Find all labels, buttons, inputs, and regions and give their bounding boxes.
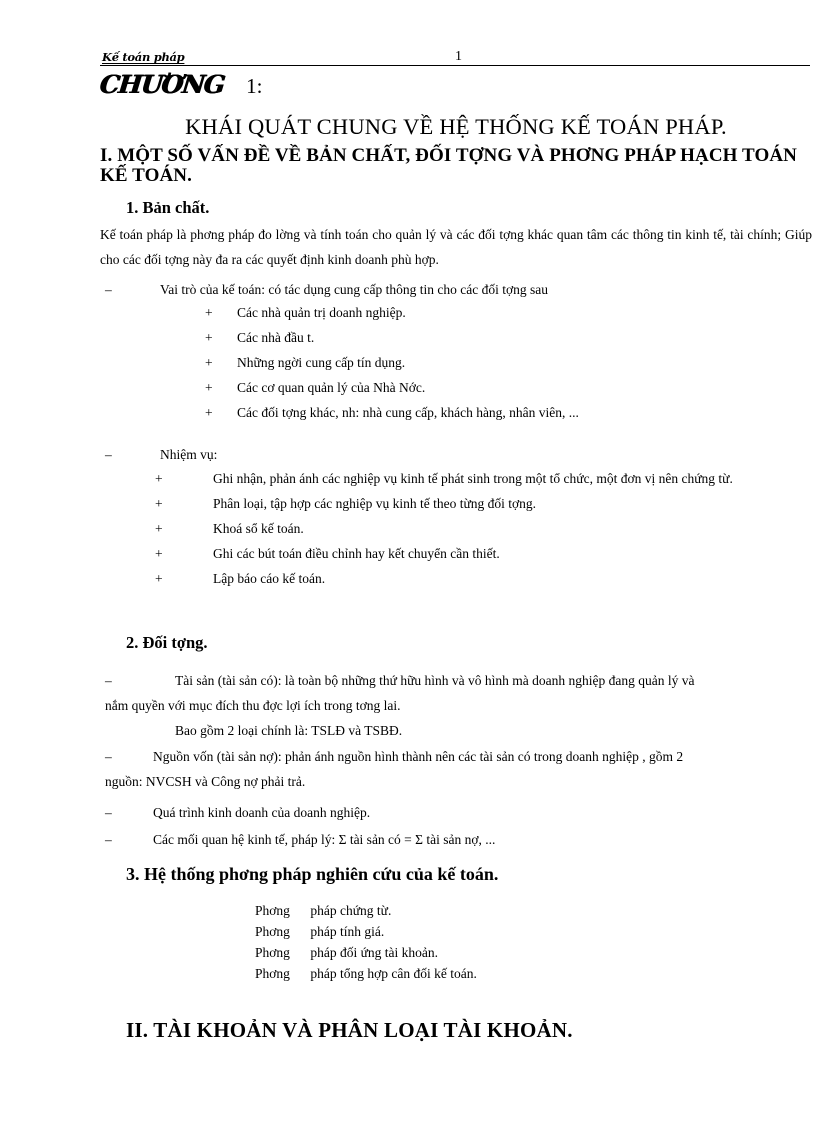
list-item: [255, 942, 477, 963]
dash-marker: –: [105, 673, 112, 688]
list-item: [255, 963, 477, 984]
list-item: [205, 325, 815, 350]
method-key: Phơng: [255, 924, 290, 939]
dash-marker: –: [105, 749, 112, 764]
dash-item-line-2: nguồn: NVCSH và Công nợ phải trả.: [105, 774, 306, 789]
paragraph-ban-chat: Kế toán pháp là phơng pháp đo lờng và tính toán cho quản lý và các đối tợng khác quan tâm các thông tin kinh tế, tài chính; Giúp cho các đối tợng này đa ra các quyết định kinh doanh phù hợp.: [100, 227, 812, 267]
list-item-label: Khoá sổ kế toán.: [213, 521, 304, 536]
dash-item-quan-he: [105, 827, 812, 852]
list-item: [155, 566, 815, 591]
heading-sub-2: 2. Đối tợng.: [126, 633, 208, 652]
dash-marker: –: [105, 805, 112, 820]
dash-item-vai-tro: [105, 277, 805, 302]
plus-marker: +: [205, 305, 213, 320]
chapter-number: 1:: [246, 74, 263, 98]
list-item: [155, 491, 815, 516]
method-value: pháp chứng từ.: [310, 903, 392, 918]
dash-item-tai-san: [105, 668, 812, 743]
header-rule: [100, 65, 810, 66]
list-item-label: Các nhà quản trị doanh nghiệp.: [237, 305, 406, 320]
dash-item-line-2: nắm quyền với mục đích thu đợc lợi ích trong tơng lai.: [105, 698, 401, 713]
method-key: Phơng: [255, 945, 290, 960]
list-item-label: Những ngời cung cấp tín dụng.: [237, 355, 406, 370]
list-item: [205, 400, 815, 425]
dash-item-text: [105, 668, 812, 743]
plus-marker: +: [155, 471, 163, 486]
dash-item-qua-trinh: [105, 800, 812, 825]
list-item: [205, 300, 815, 325]
method-value: pháp tổng hợp cân đối kế toán.: [310, 966, 477, 981]
list-item-label: Ghi nhận, phản ánh các nghiệp vụ kinh tế phát sinh trong một tổ chức, một đơn vị nên chứng từ.: [213, 471, 733, 486]
heading-sub-1: 1. Bản chất.: [126, 198, 210, 217]
heading-sub-3: 3. Hệ thống phơng pháp nghiên cứu của kế toán.: [126, 864, 499, 884]
method-value: pháp tính giá.: [310, 924, 385, 939]
list-item: [155, 516, 815, 541]
list-item-label: Các cơ quan quản lý của Nhà Nớc.: [237, 380, 426, 395]
page-number: 1: [455, 49, 462, 64]
plus-list-duties: [155, 466, 815, 591]
plus-marker: +: [155, 521, 163, 536]
plus-marker: +: [205, 405, 213, 420]
dash-item-text: [105, 744, 812, 794]
list-item-label: Các đối tợng khác, nh: nhà cung cấp, khách hàng, nhân viên, ...: [237, 405, 579, 420]
running-title: Kế toán pháp: [102, 50, 185, 64]
dash-marker: –: [105, 832, 112, 847]
dash-marker: –: [105, 447, 112, 462]
list-item-label: Lập báo cáo kế toán.: [213, 571, 326, 586]
list-item-label: Ghi các bút toán điều chỉnh hay kết chuyển cần thiết.: [213, 546, 500, 561]
plus-marker: +: [205, 330, 213, 345]
page-title: KHÁI QUÁT CHUNG VỀ HỆ THỐNG KẾ TOÁN PHÁP.: [185, 114, 727, 139]
dash-marker: –: [105, 282, 112, 297]
dash-item-line-3: Bao gồm 2 loại chính là: TSLĐ và TSBĐ.: [175, 723, 403, 738]
list-item-label: Các nhà đầu t.: [237, 330, 315, 345]
list-item-label: Phân loại, tập hợp các nghiệp vụ kinh tế theo từng đối tợng.: [213, 496, 537, 511]
list-item: [155, 466, 815, 491]
page-header: [100, 44, 810, 66]
list-item: [255, 921, 477, 942]
method-value: pháp đối ứng tài khoản.: [310, 945, 439, 960]
list-item: [255, 900, 477, 921]
chapter-line: [100, 70, 262, 99]
plus-list-roles: [205, 300, 815, 425]
dash-item-line-1: Tài sản (tài sản có): là toàn bộ những thứ hữu hình và vô hình mà doanh nghiệp đang quản lý và: [175, 673, 695, 688]
list-item: [205, 375, 815, 400]
method-key: Phơng: [255, 966, 290, 981]
dash-item-line-1: Nguồn vốn (tài sản nợ): phản ánh nguồn hình thành nên các tài sản có trong doanh nghiệp , gồm 2: [153, 749, 684, 764]
plus-marker: +: [155, 496, 163, 511]
method-list: [255, 900, 477, 984]
plus-marker: +: [205, 380, 213, 395]
heading-section-1: I. MỘT SỐ VẤN ĐỀ VỀ BẢN CHẤT, ĐỐI TỢNG VÀ PHƠNG PHÁP HẠCH TOÁN KẾ TOÁN.: [100, 145, 797, 186]
list-item: [205, 350, 815, 375]
heading-section-2: II. TÀI KHOẢN VÀ PHÂN LOẠI TÀI KHOẢN.: [126, 1018, 573, 1042]
plus-marker: +: [155, 546, 163, 561]
plus-marker: +: [155, 571, 163, 586]
list-item: [155, 541, 815, 566]
dash-item-nhiem-vu: [105, 442, 805, 467]
chapter-word: CHƯƠNG: [98, 70, 226, 99]
dash-item-text: Quá trình kinh doanh của doanh nghiệp.: [153, 805, 371, 820]
dash-item-text: Vai trò của kế toán: có tác dụng cung cấp thông tin cho các đối tợng sau: [160, 282, 549, 297]
dash-item-text: Các mối quan hệ kinh tế, pháp lý: Σ tài sản có = Σ tài sản nợ, ...: [153, 832, 496, 847]
method-key: Phơng: [255, 903, 290, 918]
dash-item-nguon-von: [105, 744, 812, 794]
plus-marker: +: [205, 355, 213, 370]
dash-item-text: Nhiệm vụ:: [160, 447, 218, 462]
